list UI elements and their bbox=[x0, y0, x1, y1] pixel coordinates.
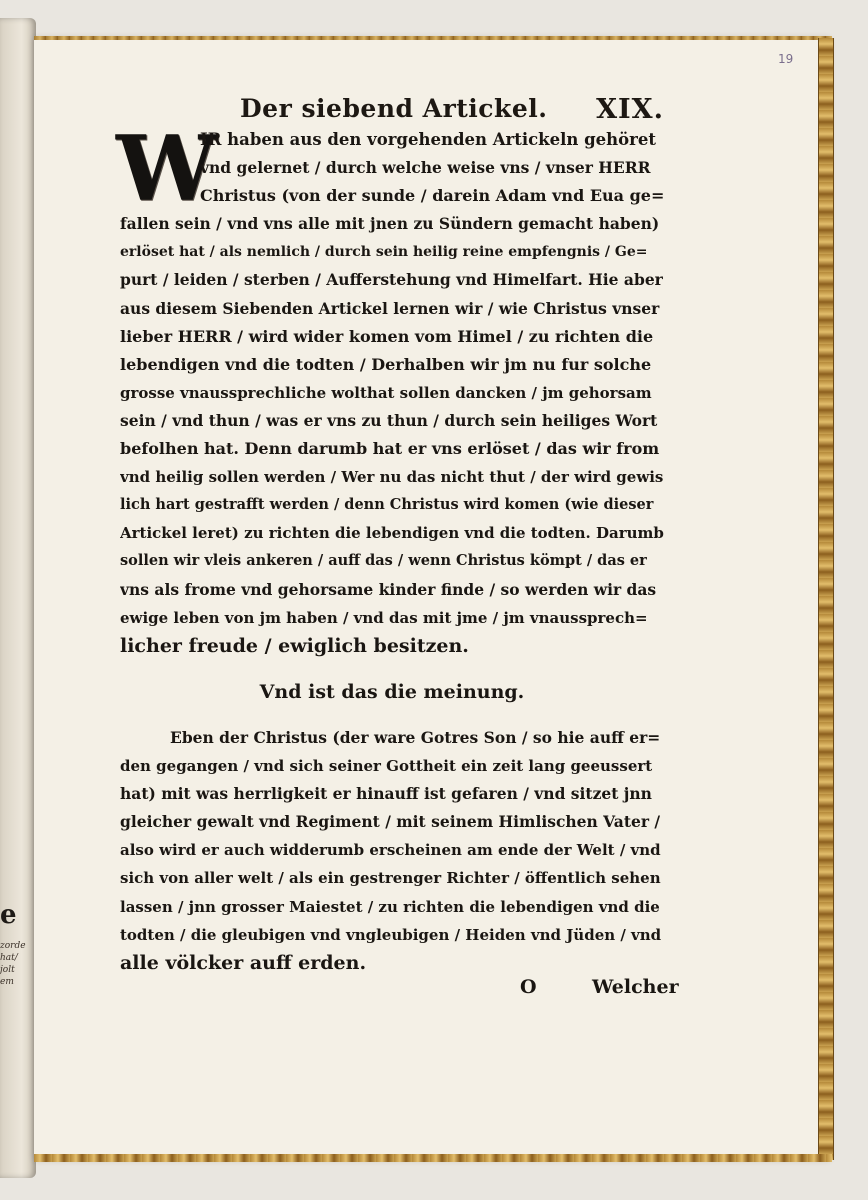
catchword: Welcher bbox=[592, 976, 679, 998]
text-line: Eben der Christus (der ware Gotres Son / so hie auff er= bbox=[170, 728, 661, 747]
text-line: aus diesem Siebenden Artickel lernen wir / wie Christus vnser bbox=[120, 298, 660, 318]
left-fragment: zorde bbox=[0, 941, 26, 951]
text-line: licher freude / ewiglich besitzen. bbox=[120, 634, 469, 657]
page-title: Der siebend Artickel. bbox=[240, 94, 548, 123]
text-line: den gegangen / vnd sich seiner Gottheit ein zeit lang geeussert bbox=[120, 757, 653, 776]
text-line: lebendigen vnd die todten / Derhalben wir jm nu fur solche bbox=[120, 354, 652, 374]
text-line: sich von aller welt / als ein gestrenger Richter / öffentlich sehen bbox=[120, 869, 661, 888]
text-line: vnd heilig sollen werden / Wer nu das nicht thut / der wird gewis bbox=[120, 468, 664, 487]
text-line: befolhen hat. Denn darumb hat er vns erlöset / das wir from bbox=[120, 439, 660, 459]
text-line: todten / die gleubigen vnd vngleubigen / Heiden vnd Jüden / vnd bbox=[120, 925, 662, 944]
signature-mark: O bbox=[520, 976, 537, 998]
text-line: alle völcker auff erden. bbox=[120, 951, 367, 974]
text-line: grosse vnaussprechliche wolthat sollen dancken / jm gehorsam bbox=[120, 383, 652, 402]
text-line: sollen wir vleis ankeren / auff das / wenn Christus kömpt / das er bbox=[120, 552, 647, 570]
text-line: lieber HERR / wird wider komen vom Himel / zu richten die bbox=[120, 326, 654, 346]
text-line: sein / vnd thun / was er vns zu thun / durch sein heiliges Wort bbox=[120, 410, 658, 430]
left-fragment: hat/ bbox=[0, 953, 18, 963]
gilt-edge-bottom bbox=[34, 1154, 832, 1162]
left-fragment: jolt bbox=[0, 965, 15, 975]
folio-pencil-number: 19 bbox=[778, 52, 794, 66]
gilt-edge-right bbox=[818, 38, 834, 1160]
text-line: erlöset hat / als nemlich / durch sein heilig reine empfengnis / Ge= bbox=[120, 244, 648, 261]
decorated-initial: W bbox=[116, 116, 218, 222]
text-line: fallen sein / vnd vns alle mit jnen zu Sündern gemacht haben) bbox=[120, 214, 660, 234]
text-line: hat) mit was herrligkeit er hinauff ist gefaren / vnd sitzet jnn bbox=[120, 784, 652, 804]
left-page-letter: e bbox=[0, 900, 17, 930]
section-heading: Vnd ist das die meinung. bbox=[259, 681, 525, 703]
text-line: Christus (von der sunde / darein Adam vnd Eua ge= bbox=[200, 186, 664, 206]
paragraph-1 bbox=[120, 126, 664, 660]
text-line: gleicher gewalt vnd Regiment / mit seinem Himlischen Vater / bbox=[120, 812, 661, 832]
text-line: ewige leben von jm haben / vnd das mit jme / jm vnaussprech= bbox=[120, 608, 648, 627]
left-fragment: em bbox=[0, 977, 14, 987]
left-page-fragments bbox=[0, 940, 34, 988]
text-line: vnd gelernet / durch welche weise vns / vnser HERR bbox=[200, 158, 651, 178]
text-line: lich hart gestrafft werden / denn Christus wird komen (wie dieser bbox=[120, 496, 654, 514]
left-page-edge bbox=[0, 18, 36, 1178]
text-line: lassen / jnn grosser Maiestet / zu richten die lebendigen vnd die bbox=[120, 897, 660, 916]
page-number: XIX. bbox=[596, 94, 664, 125]
text-line: vns als frome vnd gehorsame kinder finde / so werden wir das bbox=[120, 579, 657, 599]
text-line: IR haben aus den vorgehenden Artickeln gehöret bbox=[200, 130, 656, 149]
text-line: also wird er auch widderumb erscheinen am ende der Welt / vnd bbox=[120, 841, 661, 860]
text-line: purt / leiden / sterben / Aufferstehung vnd Himelfart. Hie aber bbox=[120, 270, 663, 290]
paragraph-2 bbox=[120, 724, 664, 977]
text-line: Artickel leret) zu richten die lebendigen vnd die todten. Darumb bbox=[120, 524, 664, 543]
gilt-edge-top bbox=[34, 36, 832, 40]
